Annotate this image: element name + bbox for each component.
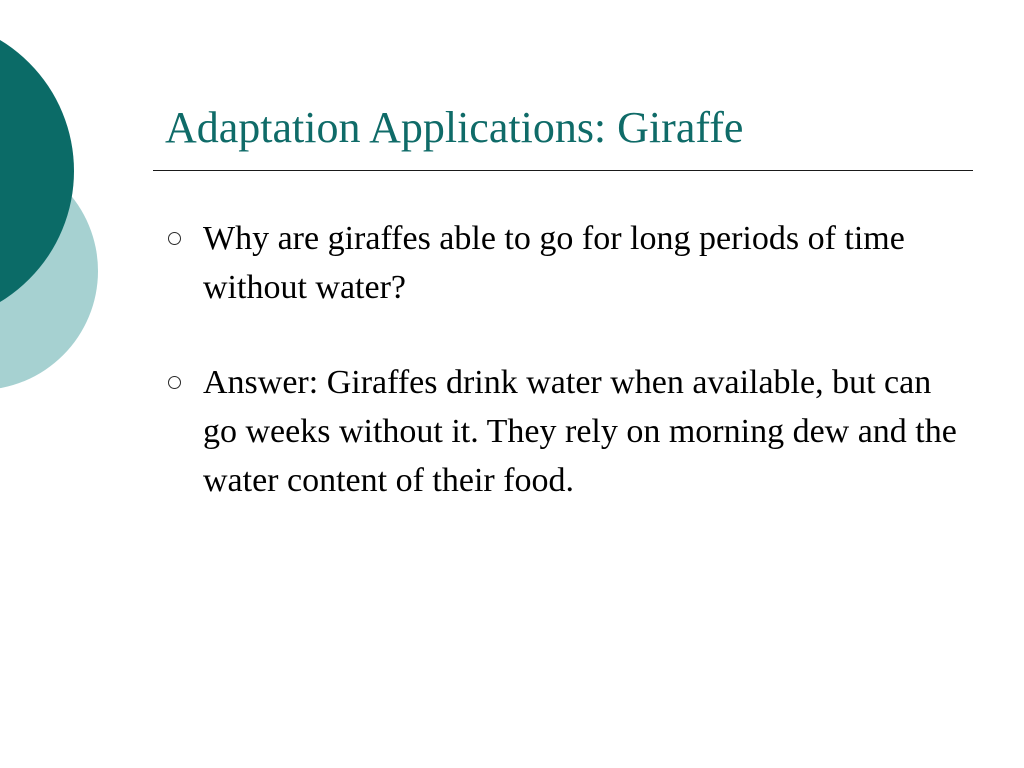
bullet-item-answer <box>165 358 965 505</box>
bullet-item-question <box>165 214 965 312</box>
hollow-circle-bullet-icon <box>168 376 181 389</box>
hollow-circle-bullet-icon <box>168 232 181 245</box>
bullet-text-question: Why are giraffes able to go for long periods of time without water? <box>203 220 905 306</box>
bullet-text-answer: Answer: Giraffes drink water when available, but can go weeks without it. They rely on morning dew and the water content of their food. <box>203 364 957 499</box>
slide-title: Adaptation Applications: Giraffe <box>165 103 744 152</box>
bullet-list <box>165 214 965 551</box>
title-divider <box>153 170 973 171</box>
